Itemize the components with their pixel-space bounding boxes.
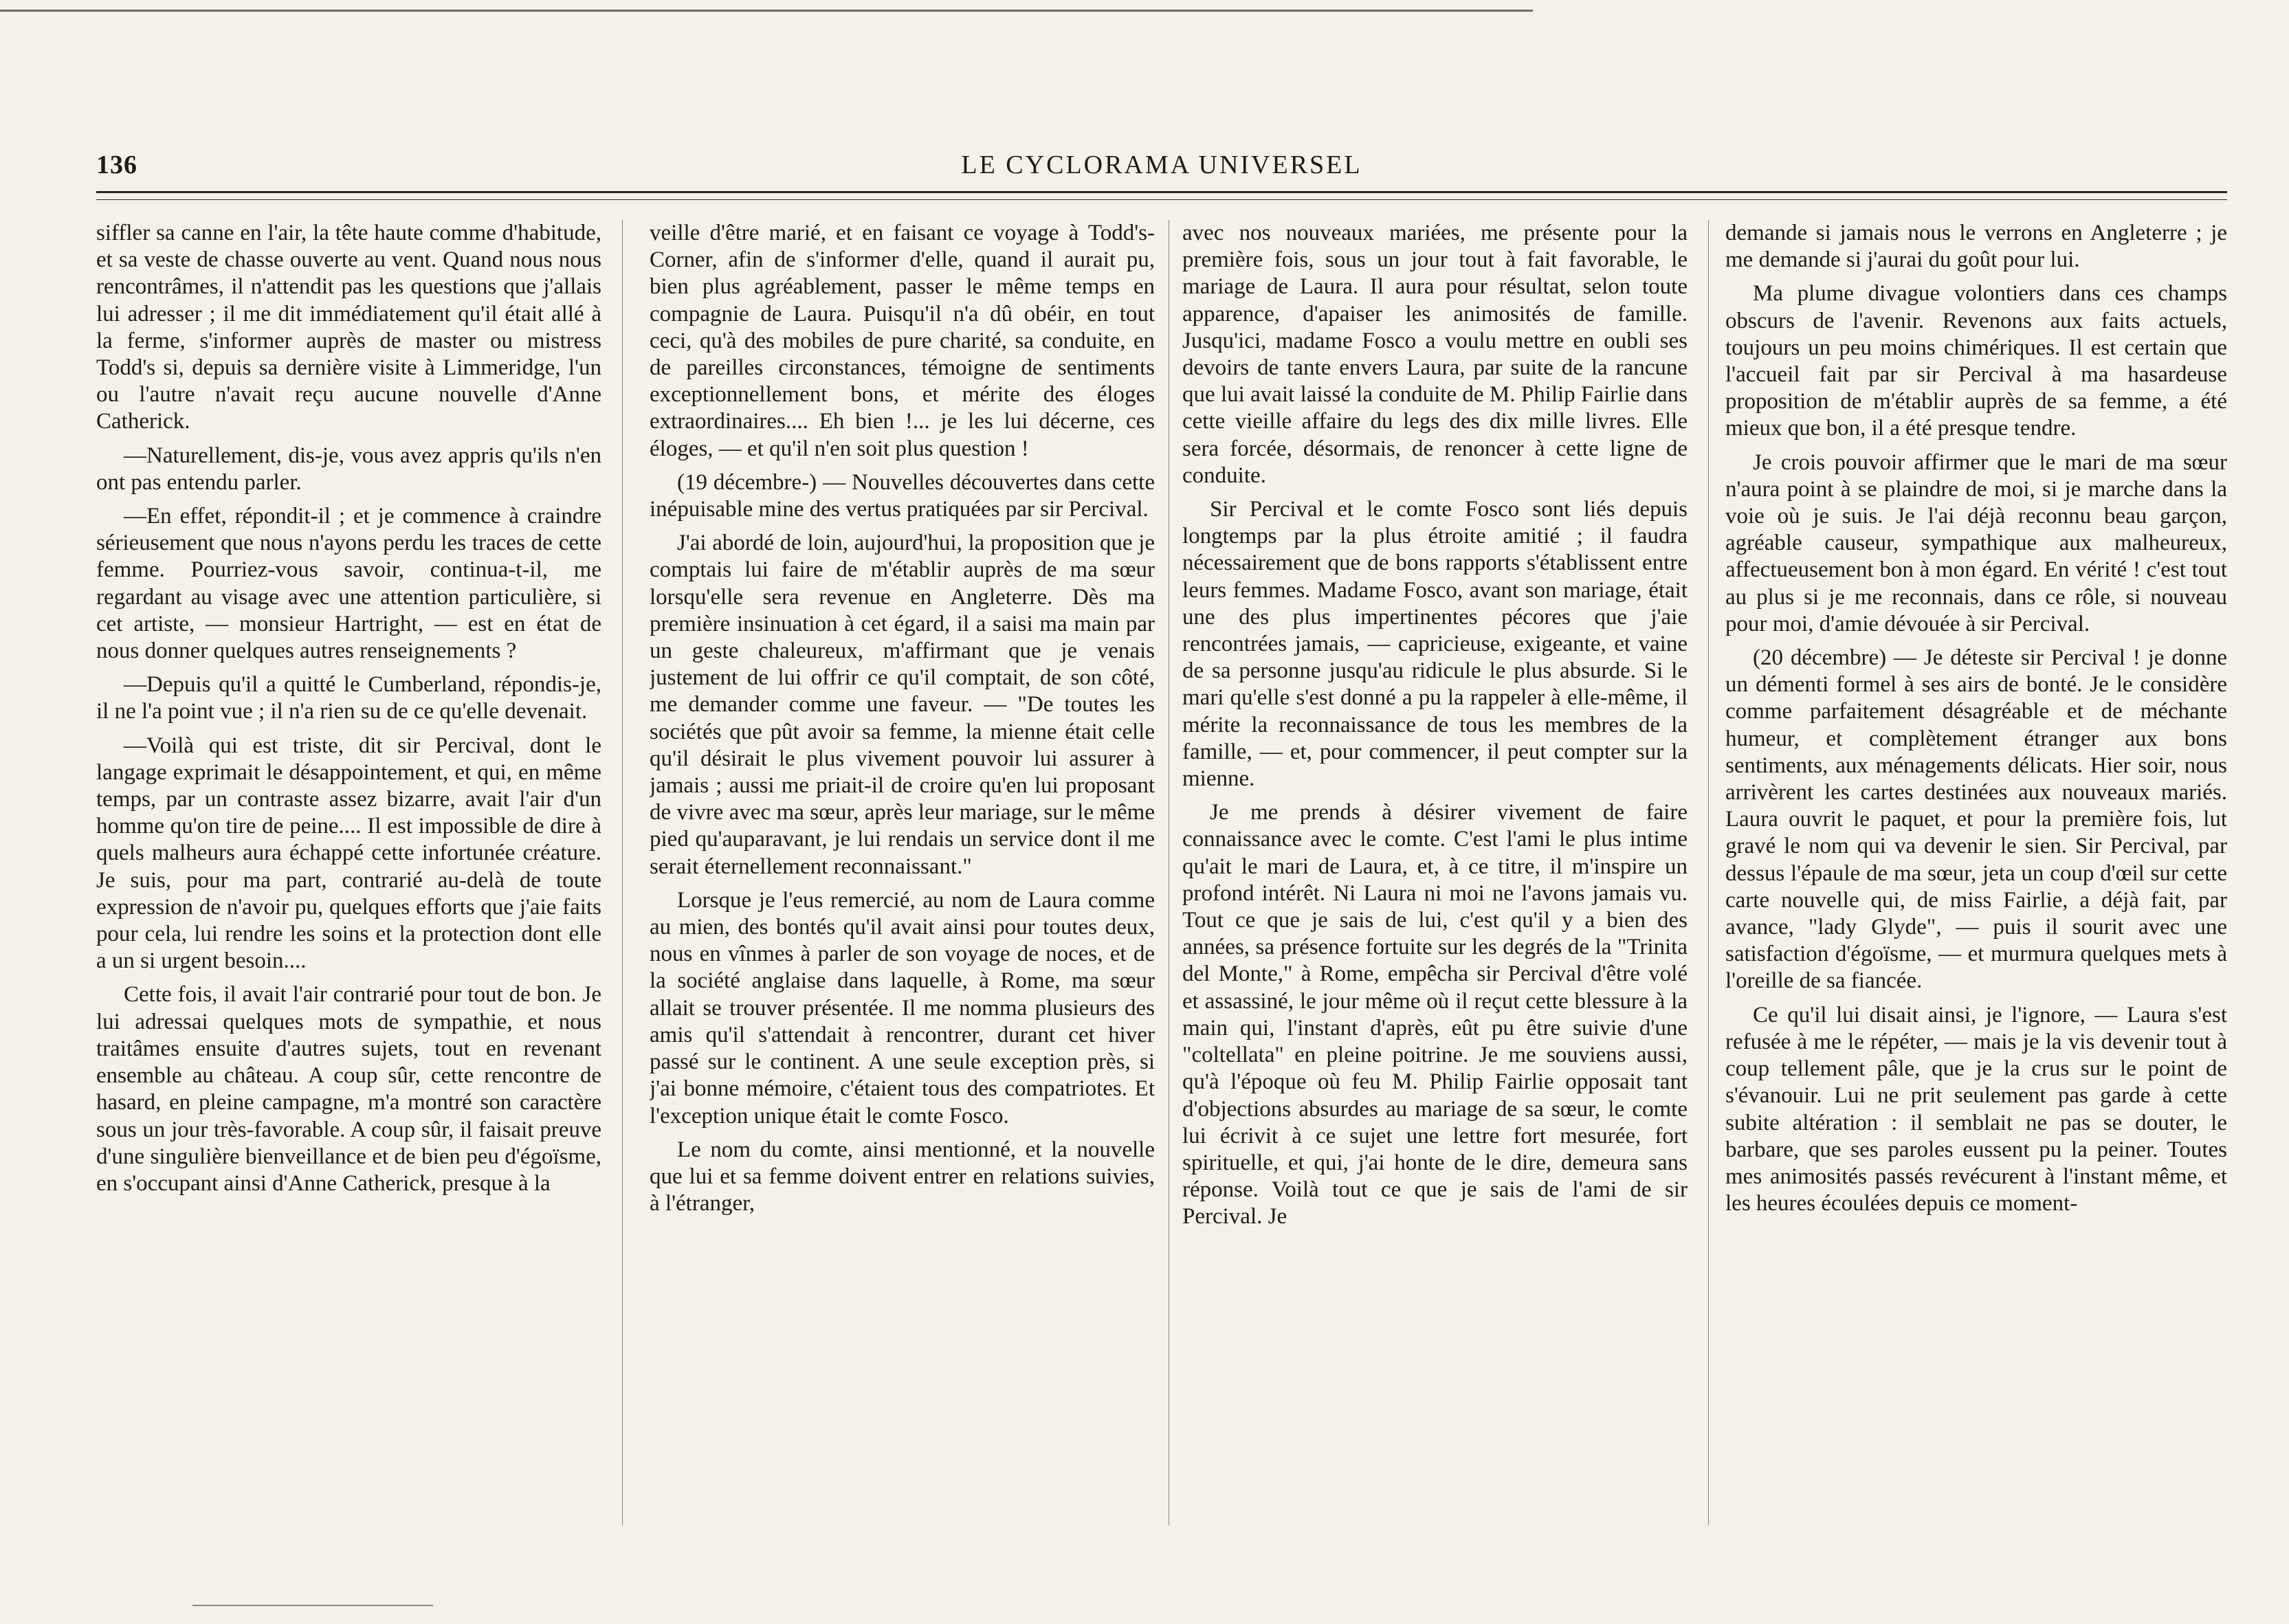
column-divider xyxy=(622,220,623,1526)
paragraph: —En effet, répondit-il ; et je commence à craindre sérieusement que nous n'ayons perdu les traces de cette femme. Pourriez-vous savoir, continua-t-il, me regardant au visage avec une attention particulière, si cet artiste, — monsieur Hartright, — est en état de nous donner quelques autres renseignements ? xyxy=(96,504,601,664)
header-rule xyxy=(96,191,2227,193)
paragraph: veille d'être marié, et en faisant ce voyage à Todd's-Corner, afin de s'informer d'elle, quand il aurait pu, bien plus agréablement, passer le même temps en compagnie de Laura. Puisqu'il n'a dû obéir, en tout ceci, qu'à des mobiles de pure charité, sa conduite, en de pareilles circonstances, témoigne de sentiments exceptionnellement bons, et mérite des éloges extraordinaires.... Eh bien !... je les lui décerne, ces éloges, — et qu'il n'en soit plus question ! xyxy=(650,221,1155,461)
paragraph: Cette fois, il avait l'air contrarié pour tout de bon. Je lui adressai quelques mots de sympathie, et nous traitâmes ensuite d'autres sujets, tout en revenant ensemble au château. A coup sûr, cette rencontre de hasard, en pleine campagne, m'a montré son caractère sous un jour très-favorable. A coup sûr, il faisait preuve d'une singulière bienveillance et de bien peu d'égoïsme, en s'occupant ainsi d'Anne Catherick, presque à la xyxy=(96,982,601,1196)
paragraph: Le nom du comte, ainsi mentionné, et la nouvelle que lui et sa femme doivent entrer en relations suivies, à l'étranger, xyxy=(650,1137,1155,1216)
text-column-3 xyxy=(1182,220,1688,1526)
paragraph: —Depuis qu'il a quitté le Cumberland, répondis-je, il ne l'a point vue ; il n'a rien su de ce qu'elle devenait. xyxy=(96,672,601,724)
paragraph: siffler sa canne en l'air, la tête haute comme d'habitude, et sa veste de chasse ouverte au vent. Quand nous nous rencontrâmes, il n'attendit pas les questions que j'allais lui adresser ; il me dit immédiatement qu'il était allé à la ferme, s'informer auprès de master ou mistress Todd's si, depuis sa dernière visite à Limmeridge, l'un ou l'autre n'avait reçu aucune nouvelle d'Anne Catherick. xyxy=(96,221,601,434)
text-column-2 xyxy=(650,220,1155,1526)
paragraph: Ma plume divague volontiers dans ces champs obscurs de l'avenir. Revenons aux faits actuels, toujours un peu moins chimériques. Il est certain que l'accueil fait par sir Percival à ma hasardeuse proposition de m'établir auprès de sa femme, a été mieux que bon, il a été presque tendre. xyxy=(1725,281,2227,441)
bottom-rule xyxy=(192,1605,433,1606)
top-rule xyxy=(0,10,1533,12)
text-column-4 xyxy=(1725,220,2227,1526)
paragraph: Ce qu'il lui disait ainsi, je l'ignore, — Laura s'est refusée à me le répéter, — mais je la vis devenir tout à coup tellement pâle, que je la crus sur le point de s'évanouir. Lui ne prit seulement pas garde à cette subite altération : il semblait ne pas se douter, le barbare, que ses paroles eussent pu la peiner. Toutes mes animosités passés revécurent à l'instant même, et les heures écoulées depuis ce moment- xyxy=(1725,1002,2227,1216)
paragraph: Sir Percival et le comte Fosco sont liés depuis longtemps par la plus étroite amitié ; il faudra nécessairement que de bons rapports s'établissent entre leurs femmes. Madame Fosco, avant son mariage, était une des plus impertinentes pécores que j'aie rencontrées jamais, — capricieuse, exigeante, et vaine de sa personne jusqu'au ridicule le plus absurde. Si le mari qu'elle s'est donné a pu la rappeler à elle-même, il mérite la reconnaissance de tous les membres de la famille, — et, pour commencer, il peut compter sur la mienne. xyxy=(1182,497,1688,792)
paragraph: Je crois pouvoir affirmer que le mari de ma sœur n'aura point à se plaindre de moi, si je marche dans la voie où je suis. Je l'ai déjà reconnu beau garçon, agréable causeur, sympathique aux malheureux, affectueusement bon à mon égard. En vérité ! c'est tout au plus si je me reconnais, dans ce rôle, si nouveau pour moi, d'amie dévouée à sir Percival. xyxy=(1725,449,2227,636)
page-header xyxy=(96,150,2227,191)
text-column-1 xyxy=(96,220,601,1526)
paragraph: Je me prends à désirer vivement de faire connaissance avec le comte. C'est l'ami le plus intime qu'ait le mari de Laura, et, à ce titre, il m'inspire un profond intérêt. Ni Laura ni moi ne l'avons jamais vu. Tout ce que je sais de lui, c'est qu'il y a bien des années, sa présence fortuite sur les degrés de la "Trinita del Monte," à Rome, empêcha sir Percival d'être volé et assassiné, le jour même où il reçut cette blessure à la main qui, l'instant d'après, eût pu être suivie d'une "coltellata" en pleine poitrine. Je me souviens aussi, qu'à l'époque où feu M. Philip Fairlie opposait tant d'objections absurdes au mariage de sa sœur, le comte lui écrivit à ce sujet une lettre fort mesurée, fort spirituelle, et qui, j'ai honte de le dire, demeura sans réponse. Voilà tout ce que je sais de l'ami de sir Percival. Je xyxy=(1182,800,1688,1230)
paragraph: demande si jamais nous le verrons en Angleterre ; je me demande si j'aurai du goût pour lui. xyxy=(1725,221,2227,273)
column-divider xyxy=(1708,220,1709,1526)
paragraph: —Naturellement, dis-je, vous avez appris qu'ils n'en ont pas entendu parler. xyxy=(96,443,601,495)
journal-title: LE CYCLORAMA UNIVERSEL xyxy=(961,151,1362,179)
paragraph: (19 décembre-) — Nouvelles découvertes dans cette inépuisable mine des vertus pratiquées par sir Percival. xyxy=(650,469,1155,522)
paragraph: avec nos nouveaux mariées, me présente pour la première fois, sous un jour tout à fait favorable, le mariage de Laura. Il aura pour résultat, selon toute apparence, d'apaiser les animosités de famille. Jusqu'ici, madame Fosco a voulu mettre en oubli ses devoirs de tante envers Laura, par suite de la rancune que lui avait laissé la conduite de M. Philip Fairlie dans cette vieille affaire du legs des dix mille livres. Elle sera forcée, désormais, de renoncer à cette ligne de conduite. xyxy=(1182,221,1688,488)
paragraph: Lorsque je l'eus remercié, au nom de Laura comme au mien, des bontés qu'il avait ainsi pour toutes deux, nous en vînmes à parler de son voyage de noces, et de la société anglaise dans laquelle, à Rome, ma sœur allait se trouver présentée. Il me nomma plusieurs des amis qu'il s'attendait à rencontrer, durant cet hiver passé sur le continent. A une seule exception près, si j'ai bonne mémoire, c'étaient tous des compatriotes. Et l'exception unique était le comte Fosco. xyxy=(650,887,1155,1128)
paragraph: (20 décembre) — Je déteste sir Percival ! je donne un démenti formel à ses airs de bonté. Je le considère comme parfaitement désagréable et de méchante humeur, et complètement étranger aux bons sentiments, aux ménagements délicats. Hier soir, nous arrivèrent les cartes destinées aux nouveaux mariés. Laura ouvrit le paquet, et pour la première fois, lut gravé le nom qui va devenir le sien. Sir Percival, par dessus l'épaule de ma sœur, jeta un coup d'œil sur cette carte nouvelle qui, de miss Fairlie, a déjà fait, par avance, "lady Glyde", — puis il sourit avec une satisfaction d'égoïsme, — et murmura quelques mets à l'oreille de sa fiancée. xyxy=(1725,645,2227,994)
paragraph: J'ai abordé de loin, aujourd'hui, la proposition que je comptais lui faire de m'établir auprès de ma sœur lorsqu'elle sera revenue en Angleterre. Dès ma première insinuation à cet égard, il a saisi ma main par un geste chaleureux, m'affirmant que je venais justement de lui offrir ce qu'il comptait, de son côté, me demander comme une faveur. — "De toutes les sociétés que pût avoir sa femme, la mienne était celle qu'il désirait le plus vivement pouvoir lui assurer à jamais ; aussi me priait-il de croire qu'en lui proposant de vivre avec ma sœur, après leur mariage, sur le même pied qu'auparavant, je lui rendais un service dont il me serait éternellement reconnaissant." xyxy=(650,531,1155,879)
header-rule-thin xyxy=(96,199,2227,200)
paragraph: —Voilà qui est triste, dit sir Percival, dont le langage exprimait le désappointement, et qui, en même temps, par un contraste assez bizarre, avait l'air d'un homme qu'on tire de peine.... Il est impossible de dire à quels malheurs aura échappé cette infortunée créature. Je suis, pour ma part, contrarié au-delà de toute expression de n'avoir pu, quelques efforts que j'aie faits pour cela, lui rendre les soins et la protection dont elle a un si urgent besoin.... xyxy=(96,733,601,974)
page-number: 136 xyxy=(96,151,137,179)
